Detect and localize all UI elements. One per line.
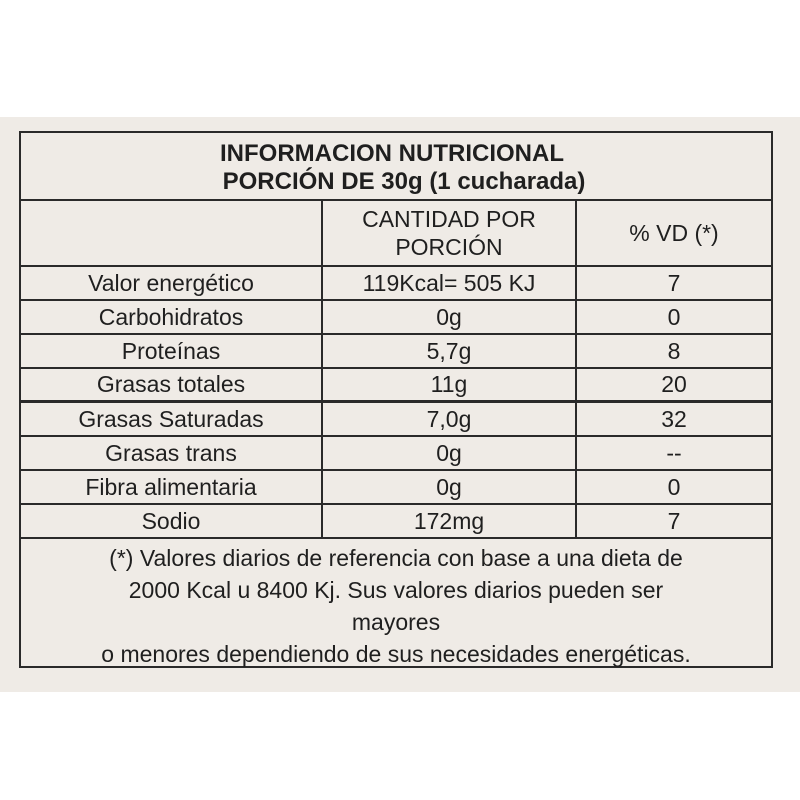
row-amount: 7,0g: [323, 403, 577, 437]
daily-value-footnote: [21, 539, 771, 670]
row-name: Grasas trans: [21, 437, 323, 471]
row-amount: 0g: [323, 471, 577, 505]
title-line-2: PORCIÓN DE 30g (1 cucharada): [222, 168, 586, 195]
footnote-line-1: (*) Valores diarios de referencia con base a una dieta de: [109, 545, 683, 571]
row-daily-value: 8: [577, 335, 771, 369]
row-name: Grasas Saturadas: [21, 403, 323, 437]
row-daily-value: 0: [577, 301, 771, 335]
row-amount: 172mg: [323, 505, 577, 539]
row-daily-value: 20: [577, 369, 771, 403]
row-name: Grasas totales: [21, 369, 323, 403]
footnote-line-4: o menores dependiendo de sus necesidades energéticas.: [101, 641, 691, 667]
row-daily-value: 32: [577, 403, 771, 437]
row-daily-value: 7: [577, 267, 771, 301]
header-daily-value: % VD (*): [577, 201, 771, 267]
row-amount: 0g: [323, 301, 577, 335]
header-amount-line-1: CANTIDAD POR: [362, 206, 536, 232]
row-name: Proteínas: [21, 335, 323, 369]
nutrient-grid: [21, 201, 771, 539]
row-name: Carbohidratos: [21, 301, 323, 335]
row-name: Valor energético: [21, 267, 323, 301]
row-daily-value: --: [577, 437, 771, 471]
row-amount: 5,7g: [323, 335, 577, 369]
header-amount: [323, 201, 577, 267]
table-title: [21, 133, 771, 201]
title-line-1: INFORMACION NUTRICIONAL: [220, 140, 564, 167]
footnote-line-2: 2000 Kcal u 8400 Kj. Sus valores diarios pueden ser: [128, 577, 664, 603]
header-nutrient: [21, 201, 323, 267]
row-amount: 119Kcal= 505 KJ: [323, 267, 577, 301]
footnote-line-3: mayores: [351, 609, 441, 635]
row-name: Sodio: [21, 505, 323, 539]
nutrition-facts-table: [19, 131, 773, 668]
row-name: Fibra alimentaria: [21, 471, 323, 505]
row-amount: 11g: [323, 369, 577, 403]
header-amount-line-2: PORCIÓN: [395, 234, 503, 260]
row-daily-value: 0: [577, 471, 771, 505]
row-daily-value: 7: [577, 505, 771, 539]
row-amount: 0g: [323, 437, 577, 471]
